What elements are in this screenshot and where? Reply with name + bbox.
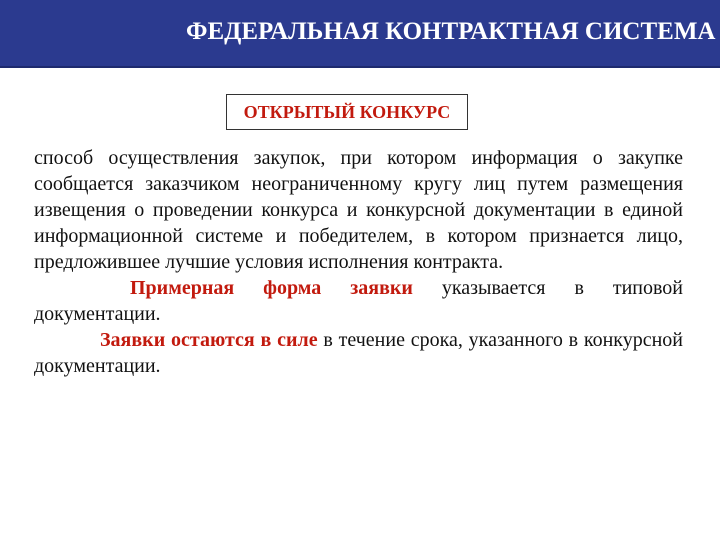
form-paragraph (34, 275, 683, 327)
validity-text: в течение срока, указанного в конкурсной документации. (34, 329, 683, 377)
validity-highlight: Заявки остаются в силе (100, 329, 318, 351)
validity-paragraph (34, 327, 683, 379)
body-text (34, 145, 683, 379)
section-title-box (226, 94, 468, 130)
section-title: ОТКРЫТЫЙ КОНКУРС (243, 101, 451, 122)
header-title: ФЕДЕРАЛЬНАЯ КОНТРАКТНАЯ СИСТЕМА (186, 18, 716, 45)
form-highlight: Примерная форма заявки (130, 277, 413, 299)
definition-paragraph: способ осуществления закупок, при котором информация о закупке сообщается заказчиком неограниченному кругу лиц путем размещения извещения о проведении конкурса и конкурсной документации в единой информационной системе и победителем, в котором признается лицо, предложившее лучшие условия исполнения контракта. (34, 147, 683, 273)
header-bar (0, 0, 720, 68)
form-text: указывается в типовой документации. (34, 277, 683, 325)
